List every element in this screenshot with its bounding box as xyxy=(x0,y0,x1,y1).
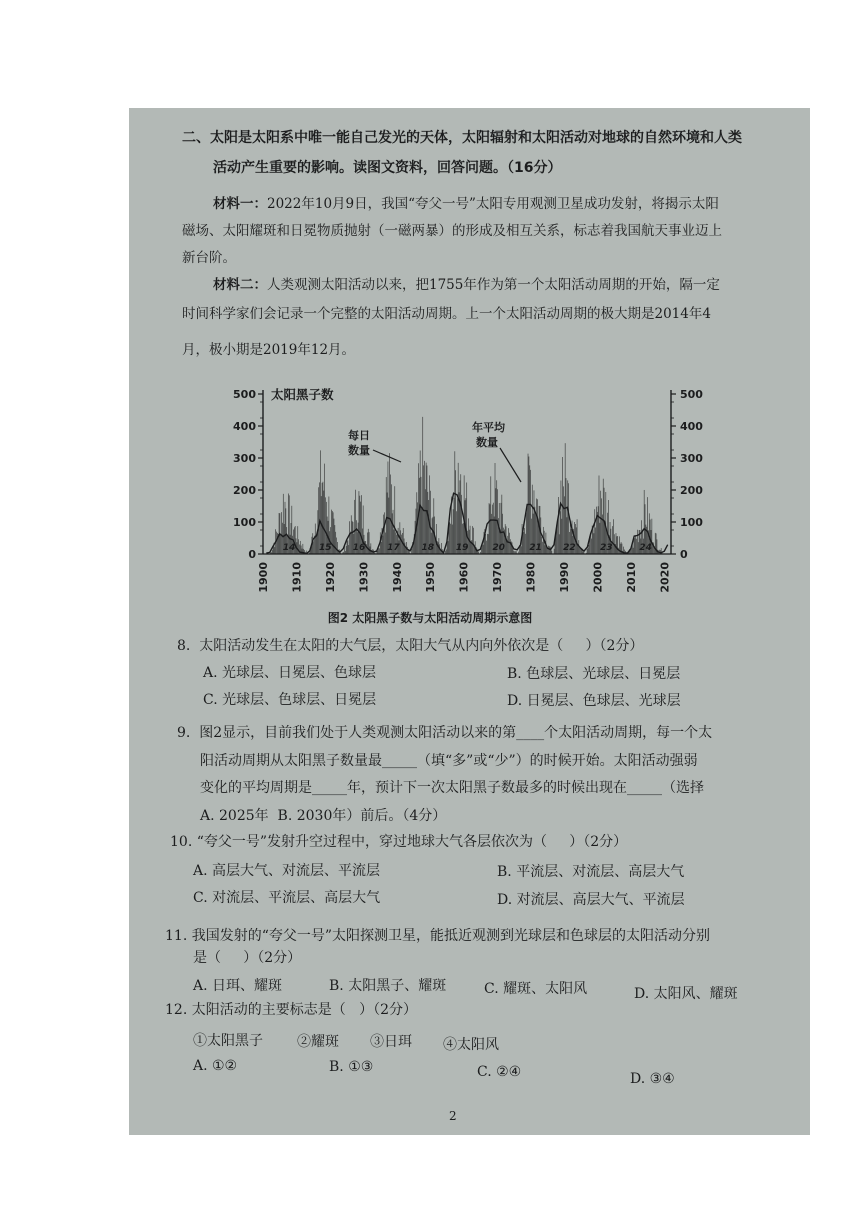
q11-option-c: C. 耀斑、太阳风 xyxy=(484,981,588,997)
x-tick-label: 1920 xyxy=(323,562,337,593)
material2-text1: 人类观测太阳活动以来，把1755年作为第一个太阳活动周期的开始，隔一定 xyxy=(267,277,720,293)
sunspot-chart xyxy=(225,378,703,598)
q12-item-3: ③日珥 xyxy=(370,1034,412,1050)
section-heading-line2: 活动产生重要的影响。读图文资料，回答问题。（16分） xyxy=(213,160,562,176)
x-tick-label: 1930 xyxy=(357,562,371,593)
q9-line3: 变化的平均周期是_____年，预计下一次太阳黑子数最多的时候出现在_____（选择 xyxy=(200,780,704,796)
x-tick-label: 1900 xyxy=(257,562,270,593)
x-tick-label: 1990 xyxy=(557,562,571,593)
q8-option-d: D. 日冕层、色球层、光球层 xyxy=(507,693,681,709)
material1-line1 xyxy=(213,194,719,214)
y-tick-label-right: 100 xyxy=(680,516,703,529)
chart-caption: 图2 太阳黑子数与太阳活动周期示意图 xyxy=(327,611,533,625)
page-number: 2 xyxy=(449,1109,457,1123)
q12-option-d: D. ③④ xyxy=(630,1071,675,1087)
y-tick-label-right: 0 xyxy=(680,548,688,561)
x-tick-label: 2000 xyxy=(591,562,605,593)
x-tick-label: 2010 xyxy=(624,562,638,593)
material1-line2: 磁场、太阳耀斑和日冕物质抛射（一磁两暴）的形成及相互关系，标志着我国航天事业迈上 xyxy=(182,223,722,239)
y-tick-label-left: 500 xyxy=(233,388,256,401)
x-tick-label: 1960 xyxy=(457,562,471,593)
x-tick-label: 1970 xyxy=(491,562,505,593)
y-tick-label-left: 200 xyxy=(233,484,256,497)
cycle-label: 18 xyxy=(421,543,434,553)
q11-line2: 是（ ）（2分） xyxy=(193,950,302,966)
q8-option-b: B. 色球层、光球层、日冕层 xyxy=(507,666,681,682)
y-tick-label-right: 200 xyxy=(680,484,703,497)
q12-option-a: A. ①② xyxy=(193,1058,238,1074)
material2-line1 xyxy=(213,275,720,295)
cycle-label: 16 xyxy=(352,543,366,553)
x-tick-label: 1910 xyxy=(290,562,304,593)
annotation-daily-pointer xyxy=(373,450,401,462)
annotation-yearly-2: 数量 xyxy=(476,436,498,449)
material1-text1: 2022年10月9日，我国“夸父一号”太阳专用观测卫星成功发射，将揭示太阳 xyxy=(267,196,719,212)
y-tick-label-left: 300 xyxy=(233,452,256,465)
q8-option-a: A. 光球层、日冕层、色球层 xyxy=(203,665,377,681)
q11-option-a: A. 日珥、耀斑 xyxy=(193,978,283,994)
material1-line3: 新台阶。 xyxy=(182,250,236,266)
q10-option-a: A. 高层大气、对流层、平流层 xyxy=(193,863,381,879)
q12-item-1: ①太阳黑子 xyxy=(193,1033,263,1049)
q12-option-c: C. ②④ xyxy=(477,1064,522,1080)
y-tick-label-right: 400 xyxy=(680,420,703,433)
cycle-label: 21 xyxy=(529,543,542,553)
q10-option-b: B. 平流层、对流层、高层大气 xyxy=(497,864,685,880)
x-tick-label: 1950 xyxy=(424,562,438,593)
cycle-label: 24 xyxy=(639,543,652,553)
x-tick-label: 1940 xyxy=(390,562,404,593)
cycle-label: 20 xyxy=(492,543,506,553)
annotation-daily-2: 数量 xyxy=(348,444,370,457)
chart-title: 太阳黑子数 xyxy=(271,387,334,402)
section-heading-line1: 二、太阳是太阳系中唯一能自己发光的天体，太阳辐射和太阳活动对地球的自然环境和人类 xyxy=(182,130,742,146)
material2-line3: 月，极小期是2019年12月。 xyxy=(182,342,356,358)
q8-stem: 8. 太阳活动发生在太阳的大气层，太阳大气从内向外依次是（ ）（2分） xyxy=(177,638,644,654)
q9-line1: 9. 图2显示，目前我们处于人类观测太阳活动以来的第____个太阳活动周期，每一个太 xyxy=(177,725,713,741)
material2-label: 材料二： xyxy=(213,277,267,293)
annotation-yearly-pointer xyxy=(500,448,521,482)
q11-option-b: B. 太阳黑子、耀斑 xyxy=(329,978,447,994)
q9-line2: 阳活动周期从太阳黑子数量最_____（填“多”或“少”）的时候开始。太阳活动强弱 xyxy=(200,753,698,769)
q11-line1: 11. 我国发射的“夸父一号”太阳探测卫星，能抵近观测到光球层和色球层的太阳活动分别 xyxy=(165,928,711,944)
material2-line2: 时间科学家们会记录一个完整的太阳活动周期。上一个太阳活动周期的极大期是2014年4 xyxy=(182,306,711,322)
cycle-label: 15 xyxy=(318,543,332,553)
y-tick-label-right: 300 xyxy=(680,452,703,465)
q10-stem: 10. “夸父一号”发射升空过程中，穿过地球大气各层依次为（ ）（2分） xyxy=(170,834,628,850)
material1-label: 材料一： xyxy=(213,196,267,212)
y-tick-label-right: 500 xyxy=(680,388,703,401)
cycle-label: 19 xyxy=(455,543,469,553)
q12-item-4: ④太阳风 xyxy=(443,1037,499,1053)
cycle-label: 23 xyxy=(600,543,613,553)
y-tick-label-left: 400 xyxy=(233,420,256,433)
q8-option-c: C. 光球层、色球层、日冕层 xyxy=(203,692,377,708)
x-tick-label: 2020 xyxy=(658,562,672,593)
y-tick-label-left: 0 xyxy=(248,548,256,561)
q11-option-d: D. 太阳风、耀斑 xyxy=(634,986,738,1002)
cycle-label: 17 xyxy=(387,543,400,553)
cycle-label: 14 xyxy=(282,543,296,553)
q10-option-d: D. 对流层、高层大气、平流层 xyxy=(497,892,685,908)
annotation-daily-1: 每日 xyxy=(348,429,370,442)
q12-item-2: ②耀斑 xyxy=(297,1034,339,1050)
y-tick-label-left: 100 xyxy=(233,516,256,529)
q9-line4: A. 2025年 B. 2030年）前后。（4分） xyxy=(200,808,447,824)
q12-option-b: B. ①③ xyxy=(329,1059,374,1075)
x-tick-label: 1980 xyxy=(524,562,538,593)
cycle-label: 22 xyxy=(563,543,576,553)
q12-stem: 12. 太阳活动的主要标志是（ ）（2分） xyxy=(165,1002,417,1018)
q10-option-c: C. 对流层、平流层、高层大气 xyxy=(193,890,381,906)
annotation-yearly-1: 年平均 xyxy=(472,421,505,434)
